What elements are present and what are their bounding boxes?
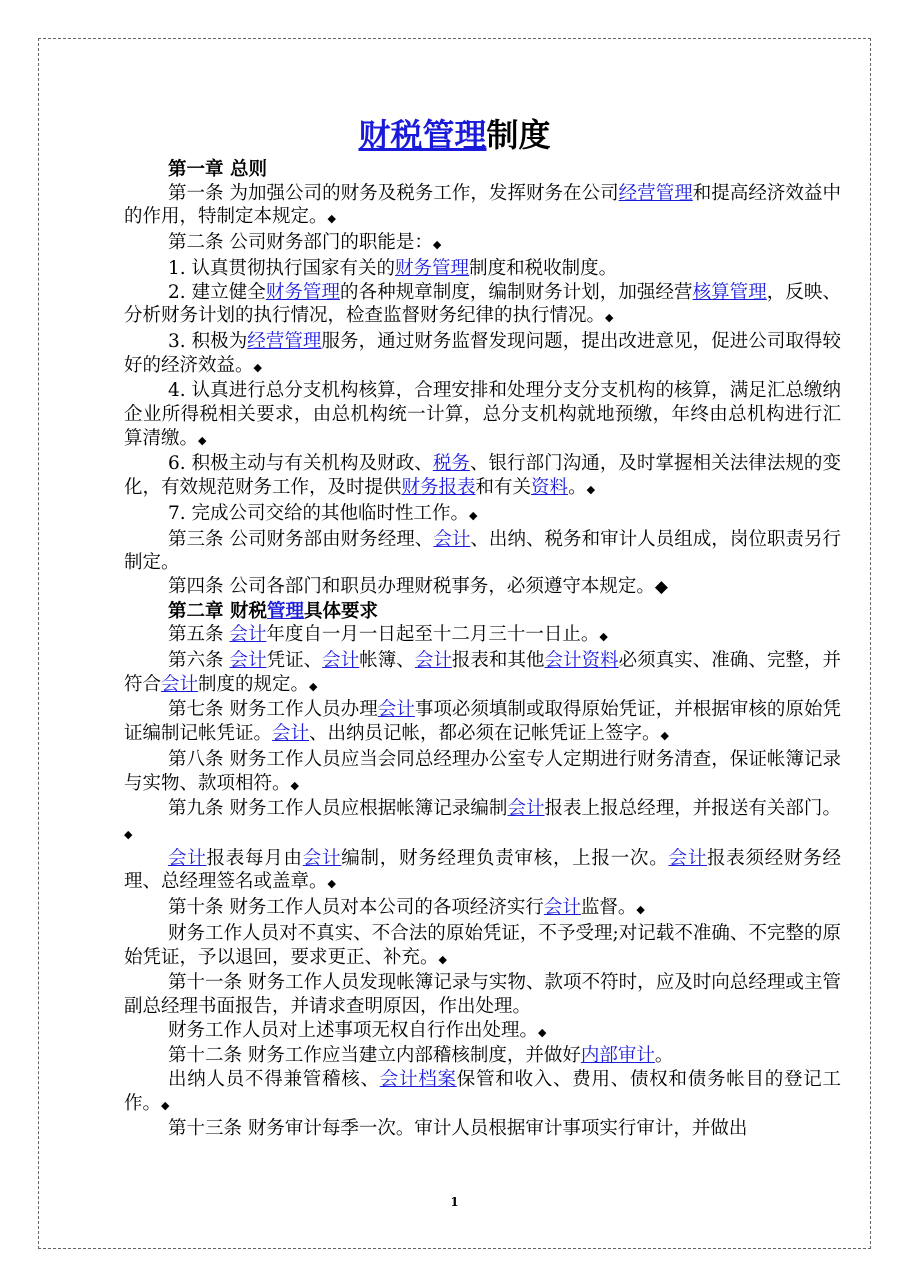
- text-run: 保管和收入、费用、债权和债务帐目的登记工作。: [124, 1069, 841, 1114]
- text-run: 第九条 财务工作人员应根据帐簿记录编制: [168, 798, 508, 820]
- text-run: 报表和其他: [451, 650, 545, 672]
- inline-link[interactable]: 会计: [433, 528, 471, 550]
- text-run: 第三条 公司财务部由财务经理、: [168, 528, 434, 550]
- bullet-diamond-icon: ◆: [438, 952, 447, 966]
- text-run: 帐簿、: [359, 650, 415, 672]
- article-11: [124, 971, 841, 1018]
- bullet-diamond-icon: ◆: [586, 483, 596, 497]
- inline-link[interactable]: 核算管理: [692, 281, 767, 303]
- bullet-diamond-icon: ◆: [290, 778, 299, 792]
- article-6: [124, 649, 841, 698]
- text-run: 报表每月由: [206, 847, 303, 869]
- article-9-note: [124, 847, 841, 896]
- inline-link[interactable]: 会计: [229, 650, 267, 672]
- inline-link[interactable]: 财务管理: [265, 281, 341, 303]
- text-run: 监督。: [580, 897, 637, 919]
- text-run: 、出纳员记帐，都必须在记帐凭证上签字。: [309, 723, 661, 745]
- text-run: 7. 完成公司交给的其他临时性工作。: [168, 502, 470, 524]
- text-run: 第六条: [168, 650, 230, 672]
- text-run: 第十二条 财务工作应当建立内部稽核制度，并做好: [168, 1045, 581, 1067]
- bullet-diamond-icon: ◆: [469, 508, 478, 522]
- inline-link[interactable]: 会计: [414, 650, 452, 672]
- duty-item-4: [124, 379, 841, 452]
- text-run: 出纳人员不得兼管稽核、: [168, 1069, 380, 1091]
- text-run: 第五条: [168, 624, 230, 646]
- title-rest: 制度: [486, 116, 551, 154]
- bullet-diamond-icon: ◆: [327, 877, 336, 891]
- document-title: [0, 112, 909, 158]
- bullet-diamond-icon: ◆: [538, 1025, 547, 1039]
- inline-link[interactable]: 会计: [543, 897, 581, 919]
- bullet-diamond-icon: ◆: [660, 729, 670, 743]
- article-7: [124, 698, 841, 747]
- bullet-diamond-icon: ◆: [124, 827, 133, 841]
- text-run: 第一章 总则: [168, 159, 267, 180]
- bullet-diamond-icon: ◆: [309, 679, 318, 693]
- inline-link[interactable]: 管理: [266, 600, 304, 622]
- bullet-diamond-icon: ◆: [605, 311, 614, 325]
- duty-item-3: [124, 330, 841, 379]
- text-run: 的各种规章制度，编制财务计划，加强经营: [340, 281, 693, 303]
- article-11-note: [124, 1019, 841, 1045]
- text-run: 、银行部门沟通，及时掌握相关法律法规的变化，有效规范财务工作，及时提供: [124, 453, 841, 499]
- text-run: 4. 认真进行总分支机构核算，合理安排和处理分支分支机构的核算，满足汇总缴纳企业所得税相关要求，由总机构统一计算，总分支机构就地预缴，年终由总机构进行汇算清缴。: [124, 380, 841, 449]
- text-run: 2. 建立健全: [168, 281, 266, 303]
- document-body: [124, 158, 841, 1141]
- text-run: 6. 积极主动与有关机构及财政、: [168, 453, 433, 475]
- inline-link[interactable]: 经营管理: [247, 330, 322, 352]
- inline-link[interactable]: 经营管理: [618, 182, 693, 204]
- bullet-diamond-icon: ◆: [654, 576, 668, 597]
- inline-link[interactable]: 会计: [507, 798, 545, 820]
- text-run: 和提高经济效益中的作用，特制定本规定。: [124, 182, 841, 228]
- text-run: 。: [654, 1045, 674, 1067]
- inline-link[interactable]: 税务: [432, 453, 470, 475]
- text-run: 制度和税收制度。: [469, 257, 618, 279]
- text-run: 必须真实、准确、完整，并符合: [124, 650, 841, 695]
- text-run: 编制，财务经理负责审核，上报一次。: [341, 847, 669, 869]
- text-run: 第四条 公司各部门和职员办理财税事务，必须遵守本规定。: [168, 575, 655, 597]
- bullet-diamond-icon: ◆: [253, 360, 262, 374]
- duty-item-1: [124, 257, 841, 281]
- text-run: 、出纳、税务和审计人员组成，岗位职责另行制定。: [124, 528, 841, 574]
- chapter-1-heading: [124, 158, 841, 182]
- article-9: [124, 797, 841, 846]
- inline-link[interactable]: 会计: [377, 699, 415, 721]
- inline-link[interactable]: 会计: [161, 673, 199, 695]
- inline-link[interactable]: 会计档案: [379, 1069, 457, 1091]
- article-4: [124, 575, 841, 600]
- inline-link[interactable]: 资料: [531, 477, 569, 499]
- text-run: ，反映、分析财务计划的执行情况，检查监督财务纪律的执行情况。: [124, 281, 841, 327]
- bullet-diamond-icon: ◆: [599, 630, 608, 644]
- inline-link[interactable]: 会计: [302, 847, 342, 869]
- article-13: [124, 1117, 841, 1141]
- text-run: 凭证、: [266, 650, 323, 672]
- article-10: [124, 896, 841, 922]
- bullet-diamond-icon: ◆: [432, 238, 442, 252]
- text-run: 制度的规定。: [198, 673, 310, 695]
- duty-item-2: [124, 281, 841, 330]
- text-run: 第二条 公司财务部门的职能是：: [168, 232, 433, 254]
- text-run: 事项必须填制或取得原始凭证，并根据审核的原始凭证编制记帐凭证。: [124, 699, 841, 745]
- text-run: 。: [568, 477, 587, 499]
- bullet-diamond-icon: ◆: [161, 1098, 170, 1112]
- text-run: 第二章 财税: [168, 600, 267, 622]
- inline-link[interactable]: 会计: [322, 650, 360, 672]
- text-run: 第一条 为加强公司的财务及税务工作，发挥财务在公司: [168, 182, 619, 204]
- bullet-diamond-icon: ◆: [198, 433, 207, 447]
- chapter-2-heading: [124, 600, 841, 624]
- text-run: 报表须经财务经理、总经理签名或盖章。: [124, 847, 841, 893]
- bullet-diamond-icon: ◆: [636, 903, 645, 917]
- text-run: 和有关: [475, 477, 532, 499]
- text-run: 第八条 财务工作人员应当会同总经理办公室专人定期进行财务清查，保证帐簿记录与实物、款项相符。: [124, 748, 841, 794]
- text-run: 第十一条 财务工作人员发现帐簿记录与实物、款项不符时，应及时向总经理或主管副总经理书面报告，并请求查明原因，作出处理。: [124, 972, 841, 1017]
- article-8: [124, 748, 841, 797]
- title-link[interactable]: 财税管理: [358, 116, 487, 154]
- inline-link[interactable]: 财务管理: [395, 257, 470, 279]
- text-run: 具体要求: [303, 600, 378, 622]
- bullet-diamond-icon: ◆: [327, 212, 336, 226]
- article-2: [124, 231, 841, 257]
- article-5: [124, 623, 841, 649]
- inline-link[interactable]: 会计: [668, 847, 707, 869]
- text-run: 1. 认真贯彻执行国家有关的: [168, 257, 396, 279]
- text-run: 财务工作人员对上述事项无权自行作出处理。: [168, 1019, 539, 1041]
- inline-link[interactable]: 会计资料: [544, 650, 619, 672]
- text-run: 年度自一月一日起至十二月三十一日止。: [266, 624, 600, 646]
- text-run: 第十三条 财务审计每季一次。审计人员根据审计事项实行审计，并做出: [168, 1118, 748, 1140]
- text-run: 第十条 财务工作人员对本公司的各项经济实行: [168, 897, 544, 919]
- inline-link[interactable]: 会计: [168, 847, 207, 869]
- article-3: [124, 528, 841, 575]
- inline-link[interactable]: 会计: [272, 723, 310, 745]
- inline-link[interactable]: 会计: [229, 624, 267, 646]
- article-12-note: [124, 1068, 841, 1117]
- inline-link[interactable]: 财务报表: [401, 477, 476, 499]
- article-10-note: [124, 922, 841, 971]
- duty-item-7: [124, 502, 841, 528]
- text-run: 3. 积极为: [168, 330, 248, 352]
- text-run: 报表上报总经理，并报送有关部门。: [544, 798, 841, 820]
- duty-item-6: [124, 452, 841, 501]
- inline-link[interactable]: 内部审计: [580, 1045, 655, 1067]
- text-run: 服务，通过财务监督发现问题，提出改进意见，促进公司取得较好的经济效益。: [124, 330, 841, 376]
- text-run: 第七条 财务工作人员办理: [168, 699, 378, 721]
- article-1: [124, 182, 841, 231]
- page-number: 1: [450, 1195, 459, 1209]
- text-run: 财务工作人员对不真实、不合法的原始凭证，不予受理;对记载不准确、不完整的原始凭证，予以退回，要求更正、补充。: [124, 922, 841, 968]
- article-12: [124, 1044, 841, 1068]
